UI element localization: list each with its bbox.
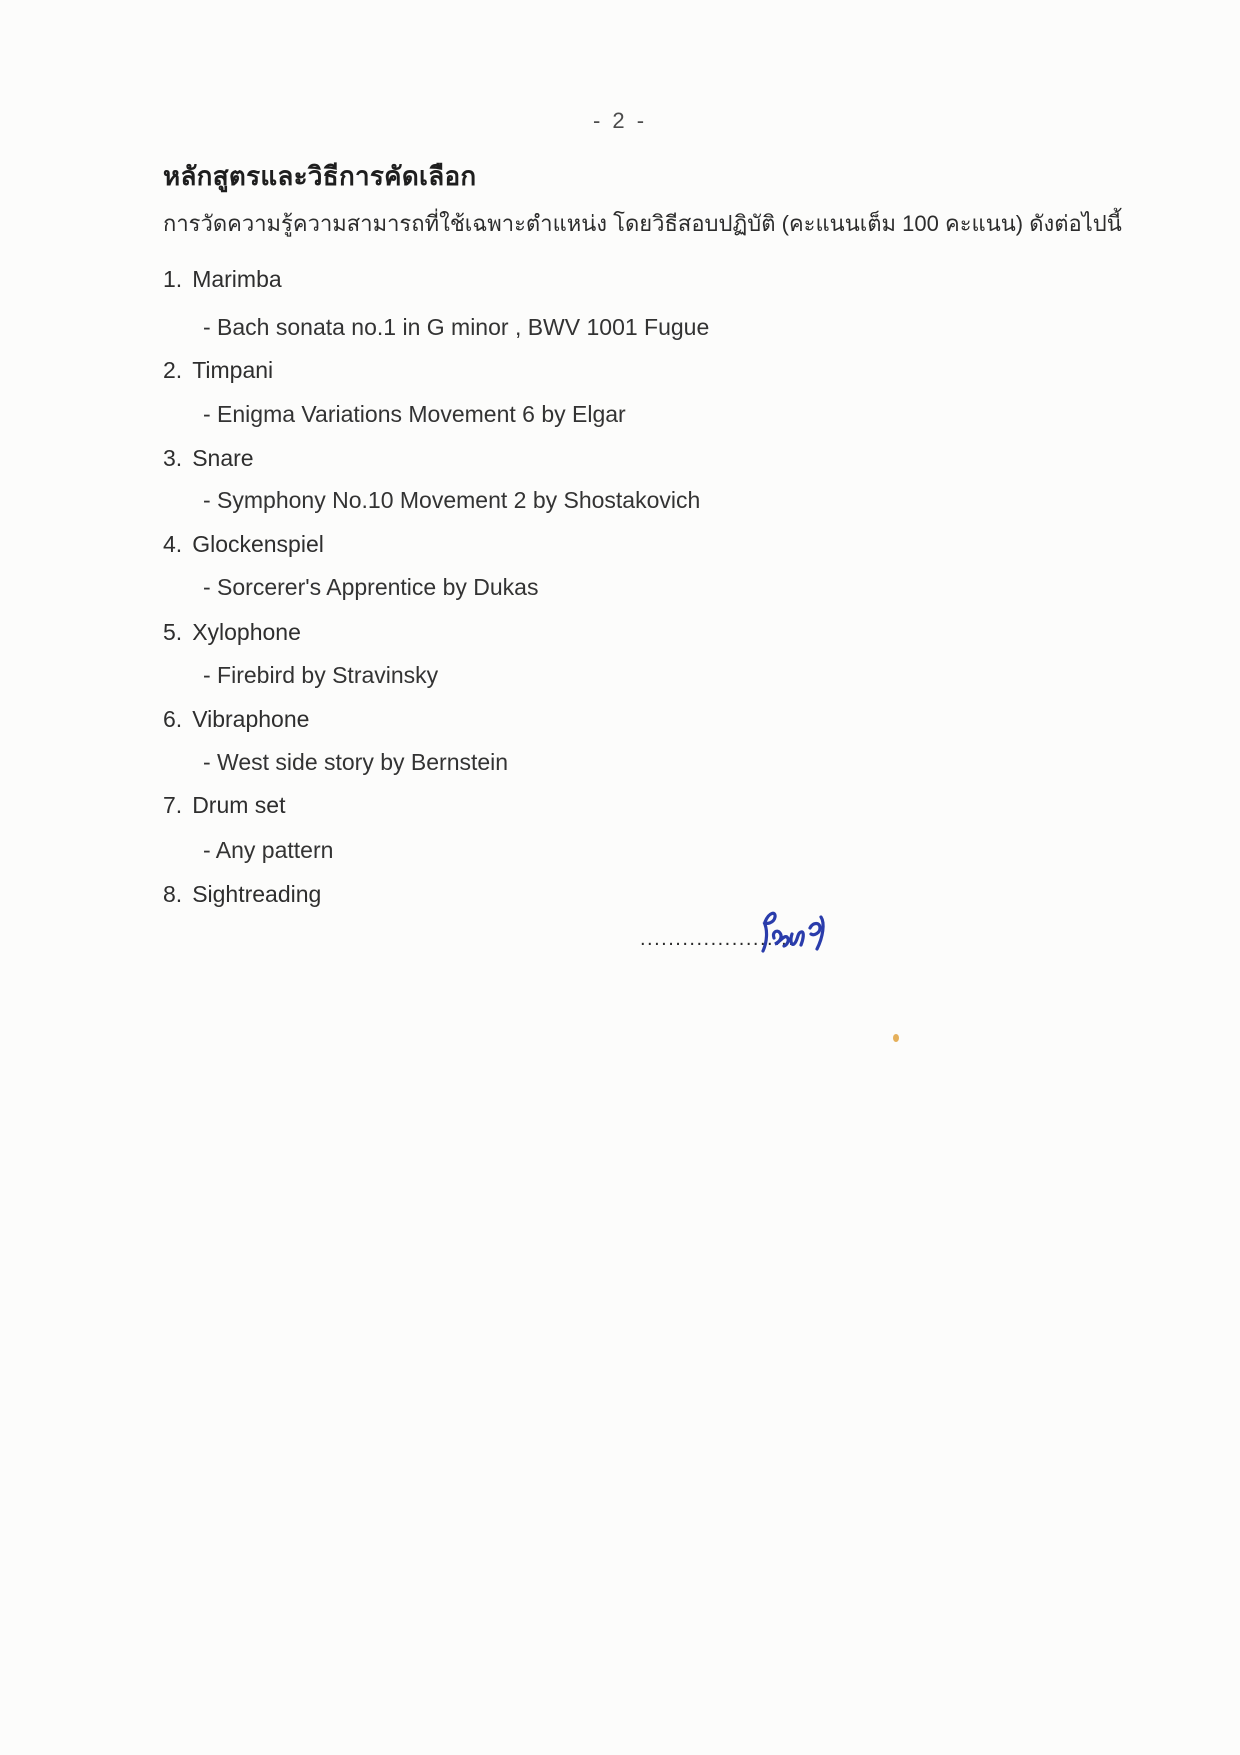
list-item-instrument xyxy=(163,881,321,908)
instrument-name: Xylophone xyxy=(192,619,301,645)
item-number: 4. xyxy=(163,531,183,557)
item-number: 6. xyxy=(163,706,183,732)
item-number: 5. xyxy=(163,619,183,645)
list-item-instrument xyxy=(163,357,273,384)
instrument-name: Glockenspiel xyxy=(192,531,324,557)
list-item-piece: - Firebird by Stravinsky xyxy=(203,662,439,688)
item-number: 1. xyxy=(163,266,183,292)
scan-speck xyxy=(893,1034,899,1042)
list-item-piece: - Symphony No.10 Movement 2 by Shostakovich xyxy=(203,487,701,513)
list-item-instrument xyxy=(163,445,254,472)
intro-paragraph: การวัดความรู้ความสามารถที่ใช้เฉพาะตำแหน่ง โดยวิธีสอบปฏิบัติ (คะแนนเต็ม 100 คะแนน) ดังต่อไปนี้ xyxy=(163,211,1122,236)
item-number: 2. xyxy=(163,357,183,383)
list-item-instrument xyxy=(163,531,324,558)
item-number: 8. xyxy=(163,881,183,907)
list-item-instrument xyxy=(163,266,282,293)
item-number: 3. xyxy=(163,445,183,471)
handwritten-signature-icon xyxy=(758,904,838,964)
section-heading: หลักสูตรและวิธีการคัดเลือก xyxy=(163,161,477,191)
list-item-piece: - Enigma Variations Movement 6 by Elgar xyxy=(203,401,626,427)
instrument-name: Snare xyxy=(192,445,254,471)
list-item-instrument xyxy=(163,706,309,733)
list-item-instrument xyxy=(163,619,301,646)
instrument-name: Timpani xyxy=(192,357,274,383)
item-number: 7. xyxy=(163,792,183,818)
list-item-instrument xyxy=(163,792,285,819)
list-item-piece: - West side story by Bernstein xyxy=(203,749,509,775)
list-item-piece: - Bach sonata no.1 in G minor , BWV 1001 Fugue xyxy=(203,314,710,340)
page-number: - 2 - xyxy=(592,108,648,133)
instrument-name: Vibraphone xyxy=(192,706,310,732)
signature-dotted-line: ...................... xyxy=(640,928,796,950)
instrument-name: Marimba xyxy=(192,266,282,292)
instrument-name: Sightreading xyxy=(192,881,322,907)
instrument-name: Drum set xyxy=(192,792,286,818)
list-item-piece: - Any pattern xyxy=(203,837,334,863)
list-item-piece: - Sorcerer's Apprentice by Dukas xyxy=(203,574,539,600)
